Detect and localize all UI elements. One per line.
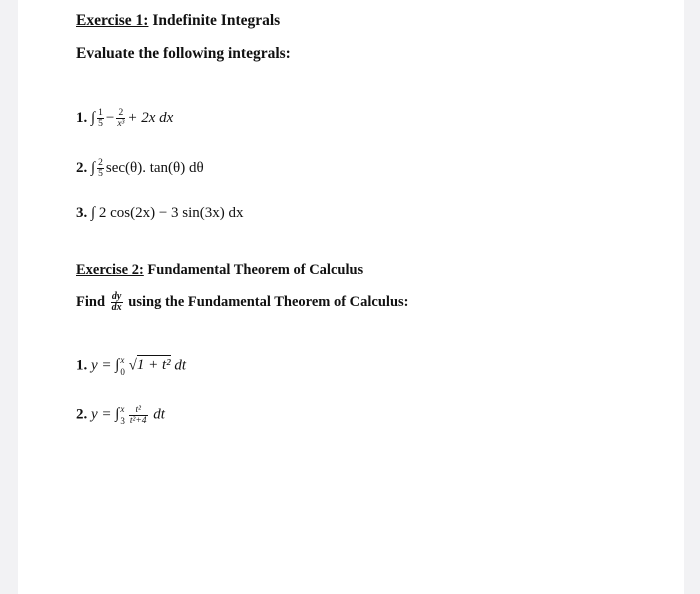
integrand: 2 cos(2x) − 3 sin(3x) dx [98, 205, 244, 221]
ex2-function-2 [76, 403, 165, 427]
exercise-1-label: Exercise 1: [76, 12, 149, 29]
integral-limits: x 3 [120, 404, 125, 426]
exercise-1-title [76, 12, 280, 30]
integrand-rest: + 2x dx [127, 109, 174, 126]
fraction: $\frac{1}{5}$ [98, 108, 103, 129]
integral-sign: ∫ [115, 357, 120, 374]
derivative-fraction: $\frac{dy}{dx}$ [111, 291, 122, 313]
ex1-integral-2 [76, 158, 204, 179]
item-number: 3. [76, 205, 88, 221]
radicand: 1 + t² [136, 357, 171, 374]
integral-limits: x 0 [120, 355, 125, 377]
lhs: y = [91, 357, 112, 374]
exercise-1-topic: Indefinite Integrals [148, 12, 281, 29]
differential: dt [153, 406, 165, 423]
fraction: $\frac{2}{\text{x³}}$ [117, 108, 125, 129]
integrand-rest: sec(θ). tan(θ) dθ [105, 159, 204, 176]
fraction: $\frac{\text{t²}}{\text{t²+4}}$ [129, 404, 147, 426]
worksheet-page [18, 0, 684, 594]
minus-sign: − [105, 109, 115, 126]
find-word: Find [76, 293, 106, 310]
integral-sign: ∫ [115, 406, 120, 423]
integral-sign: ∫ [91, 159, 96, 176]
exercise-1-instruction: Evaluate the following integrals: [76, 45, 291, 62]
fraction: $\frac{2}{5}$ [98, 158, 103, 179]
item-number: 2. [76, 406, 88, 423]
integral-sign: ∫ [91, 205, 96, 221]
differential: dt [174, 357, 187, 374]
lhs: y = [91, 406, 112, 423]
exercise-2-instruction [76, 292, 409, 313]
item-number: 2. [76, 159, 88, 176]
exercise-2-topic: Fundamental Theorem of Calculus [143, 262, 364, 278]
exercise-2-label: Exercise 2: [76, 262, 144, 278]
ex1-integral-3 [76, 205, 244, 222]
integral-sign: ∫ [91, 109, 96, 126]
exercise-2-title [76, 262, 363, 279]
instruction-rest: using the Fundamental Theorem of Calculus: [128, 293, 409, 310]
ex2-function-1 [76, 354, 186, 378]
sqrt-sign: √ [128, 357, 137, 374]
item-number: 1. [76, 109, 88, 126]
item-number: 1. [76, 357, 88, 374]
ex1-integral-1 [76, 108, 173, 129]
